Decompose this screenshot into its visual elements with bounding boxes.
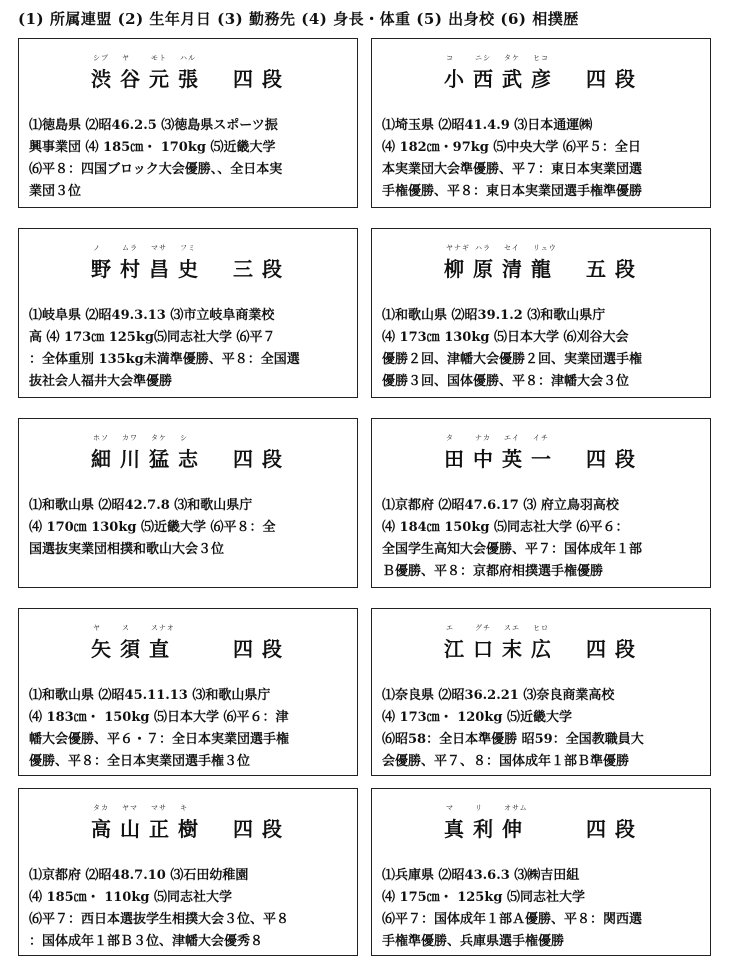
detail-line: 全国学生高知大会優勝、平７：国体成年１部 xyxy=(382,542,643,557)
name-row xyxy=(19,445,357,473)
furigana-reading: ヤ xyxy=(122,54,130,62)
furigana-reading: ヒコ xyxy=(533,54,549,62)
furigana-reading: キ xyxy=(180,804,188,812)
name-row xyxy=(19,635,357,663)
name-row xyxy=(19,65,357,93)
furigana-reading: ヤナギ xyxy=(446,244,470,252)
detail-line: ⑴埼玉県 ⑵昭41.4.9 ⑶日本通運㈱ xyxy=(382,118,593,133)
profile-card xyxy=(371,608,711,776)
furigana-reading: リ xyxy=(475,804,483,812)
profile-details xyxy=(29,865,351,953)
furigana-reading: コ xyxy=(446,54,454,62)
name-row xyxy=(372,815,710,843)
wrestler-name: 矢須直 xyxy=(91,637,178,661)
furigana-reading: イチ xyxy=(533,434,549,442)
furigana-row xyxy=(372,243,710,253)
detail-line: ⑴和歌山県 ⑵昭42.7.8 ⑶和歌山県庁 xyxy=(29,498,253,513)
furigana-reading: スエ xyxy=(504,624,520,632)
detail-line: ⑹平７：西日本選抜学生相撲大会３位、平８ xyxy=(29,912,290,927)
dan-rank: 五段 xyxy=(586,257,644,281)
furigana-row xyxy=(372,803,710,813)
dan-rank: 四段 xyxy=(233,637,291,661)
dan-rank: 四段 xyxy=(586,637,644,661)
detail-line: 抜社会人福井大会準優勝 xyxy=(29,374,173,389)
profile-details xyxy=(29,495,351,561)
furigana-row xyxy=(372,623,710,633)
wrestler-name: 渋谷元張 xyxy=(91,67,207,91)
profile-card xyxy=(371,228,711,398)
detail-line: ⑴兵庫県 ⑵昭43.6.3 ⑶㈱吉田組 xyxy=(382,868,580,883)
dan-rank: 四段 xyxy=(233,817,291,841)
profile-card xyxy=(18,228,358,398)
wrestler-name: 田中英一 xyxy=(444,447,560,471)
legend-line: (1) 所属連盟 (2) 生年月日 (3) 勤務先 (4) 身長・体重 (5) 出身校 (6) 相撲歴 xyxy=(18,10,579,28)
furigana-reading: ヤマ xyxy=(122,804,138,812)
furigana-row xyxy=(19,53,357,63)
detail-line: ⑴岐阜県 ⑵昭49.3.13 ⑶市立岐阜商業校 xyxy=(29,308,275,323)
dan-rank: 四段 xyxy=(233,447,291,471)
name-row xyxy=(19,255,357,283)
detail-line: ：国体成年１部Ｂ３位、津幡大会優秀８ xyxy=(29,934,264,949)
profile-details xyxy=(29,305,351,393)
detail-line: ⑹平７：国体成年１部Ａ優勝、平８：関西選 xyxy=(382,912,643,927)
dan-rank: 四段 xyxy=(586,817,644,841)
detail-line: ⑷ 173㎝ 130kg ⑸日本大学 ⑹刈谷大会 xyxy=(382,330,629,345)
furigana-reading: モト xyxy=(151,54,167,62)
detail-line: ⑴和歌山県 ⑵昭39.1.2 ⑶和歌山県庁 xyxy=(382,308,606,323)
profile-details xyxy=(382,115,704,203)
furigana-reading: シ xyxy=(180,434,188,442)
furigana-reading: フミ xyxy=(180,244,196,252)
profile-card xyxy=(371,38,711,208)
furigana-reading: マサ xyxy=(151,804,167,812)
profile-details xyxy=(382,305,704,393)
dan-rank: 四段 xyxy=(233,67,291,91)
furigana-reading: リュウ xyxy=(533,244,557,252)
profile-details xyxy=(382,685,704,773)
detail-line: ⑷ 184㎝ 150kg ⑸同志社大学 ⑹平６： xyxy=(382,520,629,535)
furigana-reading: エイ xyxy=(504,434,520,442)
wrestler-name: 野村昌史 xyxy=(91,257,207,281)
detail-line: ⑷ 170㎝ 130kg ⑸近畿大学 ⑹平８：全 xyxy=(29,520,276,535)
detail-line: 本実業団大会準優勝、平７：東日本実業団選 xyxy=(382,162,643,177)
furigana-reading: タケ xyxy=(151,434,167,442)
detail-line: ⑹昭58：全日本準優勝 昭59：全国教職員大 xyxy=(382,732,644,747)
furigana-row xyxy=(19,243,357,253)
detail-line: ⑴和歌山県 ⑵昭45.11.13 ⑶和歌山県庁 xyxy=(29,688,271,703)
profile-card xyxy=(371,418,711,588)
furigana-row xyxy=(372,53,710,63)
detail-line: ⑷ 182㎝・97kg ⑸中央大学 ⑹平５：全日 xyxy=(382,140,641,155)
furigana-reading: ヒロ xyxy=(533,624,549,632)
detail-line: ⑷ 185㎝・ 110kg ⑸同志社大学 xyxy=(29,890,232,905)
detail-line: Ｂ優勝、平８：京都府相撲選手権優勝 xyxy=(382,564,604,579)
profile-details xyxy=(29,115,351,203)
name-row xyxy=(372,65,710,93)
profile-card xyxy=(371,788,711,956)
profile-card xyxy=(18,418,358,588)
furigana-reading: ヤ xyxy=(93,624,101,632)
profile-details xyxy=(382,495,704,583)
furigana-reading: グチ xyxy=(475,624,491,632)
detail-line: ⑴京都府 ⑵昭47.6.17 ⑶ 府立鳥羽高校 xyxy=(382,498,619,513)
furigana-reading: ス xyxy=(122,624,130,632)
detail-line: 優勝、平８：全日本実業団選手権３位 xyxy=(29,754,251,769)
furigana-reading: ニシ xyxy=(475,54,491,62)
detail-line: ⑴奈良県 ⑵昭36.2.21 ⑶奈良商業高校 xyxy=(382,688,615,703)
detail-line: 高 ⑷ 173㎝ 125kg⑸同志社大学 ⑹平７ xyxy=(29,330,276,345)
detail-line: ⑷ 183㎝・ 150kg ⑸日本大学 ⑹平６：津 xyxy=(29,710,289,725)
profile-details xyxy=(29,685,351,773)
furigana-reading: タカ xyxy=(93,804,109,812)
detail-line: 業団３位 xyxy=(29,184,82,199)
furigana-reading: オサム xyxy=(504,804,528,812)
detail-line: ⑷ 175㎝・ 125kg ⑸同志社大学 xyxy=(382,890,585,905)
furigana-reading: カワ xyxy=(122,434,138,442)
wrestler-name: 真利伸 xyxy=(444,817,531,841)
detail-line: 会優勝、平７、８：国体成年１部Ｂ準優勝 xyxy=(382,754,630,769)
detail-line: 手権優勝、平８：東日本実業団選手権準優勝 xyxy=(382,184,643,199)
furigana-reading: タ xyxy=(446,434,454,442)
detail-line: 幡大会優勝、平６・７：全日本実業団選手権 xyxy=(29,732,290,747)
detail-line: 国選抜実業団相撲和歌山大会３位 xyxy=(29,542,225,557)
detail-line: 優勝２回、津幡大会優勝２回、実業団選手権 xyxy=(382,352,643,367)
furigana-row xyxy=(372,433,710,443)
name-row xyxy=(372,635,710,663)
wrestler-name: 江口末広 xyxy=(444,637,560,661)
furigana-row xyxy=(19,803,357,813)
furigana-reading: ホソ xyxy=(93,434,109,442)
furigana-reading: スナオ xyxy=(151,624,175,632)
furigana-reading: マ xyxy=(446,804,454,812)
name-row xyxy=(372,255,710,283)
furigana-reading: ムラ xyxy=(122,244,138,252)
furigana-row xyxy=(19,433,357,443)
detail-line: ⑷ 173㎝・ 120kg ⑸近畿大学 xyxy=(382,710,572,725)
furigana-reading: ハル xyxy=(180,54,196,62)
furigana-reading: セイ xyxy=(504,244,520,252)
wrestler-name: 高山正樹 xyxy=(91,817,207,841)
profile-card xyxy=(18,788,358,956)
furigana-row xyxy=(19,623,357,633)
detail-line: ⑴京都府 ⑵昭48.7.10 ⑶石田幼稚園 xyxy=(29,868,249,883)
furigana-reading: エ xyxy=(446,624,454,632)
detail-line: 手権準優勝、兵庫県選手権優勝 xyxy=(382,934,565,949)
detail-line: ⑴徳島県 ⑵昭46.2.5 ⑶徳島県スポーツ振 xyxy=(29,118,278,133)
furigana-reading: ハラ xyxy=(475,244,491,252)
name-row xyxy=(19,815,357,843)
furigana-reading: ナカ xyxy=(475,434,491,442)
detail-line: 興事業団 ⑷ 185㎝・ 170kg ⑸近畿大学 xyxy=(29,140,276,155)
furigana-reading: シブ xyxy=(93,54,109,62)
furigana-reading: マサ xyxy=(151,244,167,252)
name-row xyxy=(372,445,710,473)
dan-rank: 四段 xyxy=(586,67,644,91)
furigana-reading: タケ xyxy=(504,54,520,62)
wrestler-name: 小西武彦 xyxy=(444,67,560,91)
detail-line: ⑹平８：四国ブロック大会優勝、、全日本実 xyxy=(29,162,283,177)
profile-card xyxy=(18,608,358,776)
profile-details xyxy=(382,865,704,953)
profile-card xyxy=(18,38,358,208)
wrestler-name: 柳原清龍 xyxy=(444,257,560,281)
detail-line: ：全体重別 135kg未満準優勝、平８：全国選 xyxy=(29,352,300,367)
furigana-reading: ノ xyxy=(93,244,101,252)
wrestler-name: 細川猛志 xyxy=(91,447,207,471)
dan-rank: 三段 xyxy=(233,257,291,281)
detail-line: 優勝３回、国体優勝、平８：津幡大会３位 xyxy=(382,374,630,389)
dan-rank: 四段 xyxy=(586,447,644,471)
